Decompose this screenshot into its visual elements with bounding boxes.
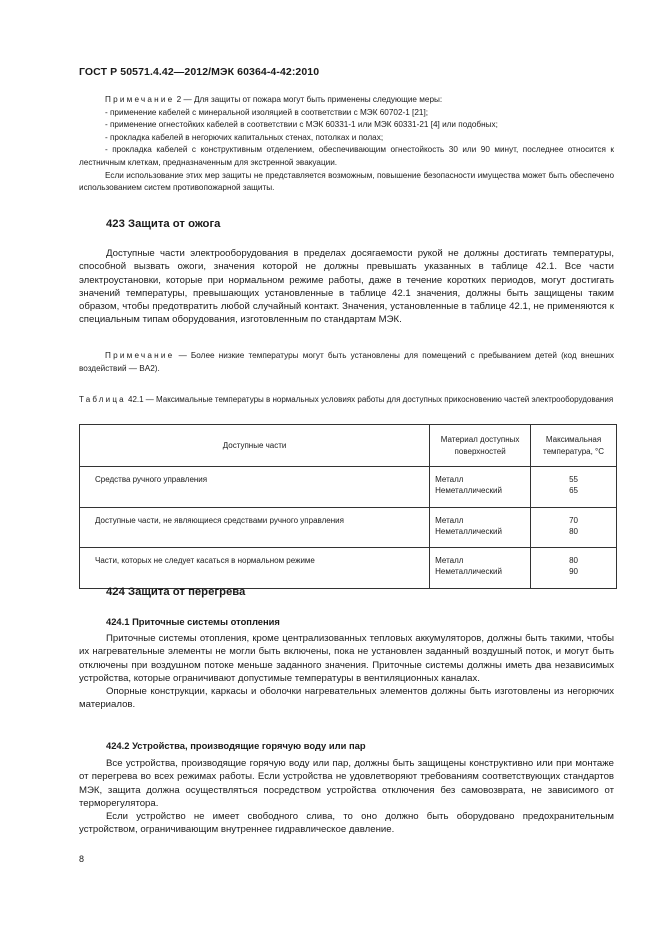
note-item: - прокладка кабелей с конструктивным отделением, обеспечивающим огнестойкость 30 или 90 минут, последнее относится к лестничным клеткам, предназначенным для экстренной эвакуации. [79,145,614,167]
temp-nonmetal: 90 [569,567,578,577]
section-424-title: 424 Защита от перегрева [106,586,246,598]
material-nonmetal: Неметаллический [435,567,502,577]
table-header-cell: Доступные части [80,425,430,467]
material-nonmetal: Неметаллический [435,486,502,496]
note-item: - применение огнестойких кабелей в соответствии с МЭК 60331-1 или МЭК 60331-21 [4] или подобных; [105,120,498,130]
table-row [80,548,617,589]
table-cell-part: Средства ручного управления [80,467,430,508]
material-nonmetal: Неметаллический [435,526,502,536]
temp-metal: 55 [569,475,578,484]
note-item: - применение кабелей с минеральной изоляцией в соответствии с МЭК 60702-1 [21]; [105,107,428,117]
note-tail: Если использование этих мер защиты не представляется возможным, повышение безопасности имущества может быть обеспечено использованием систем противопожарной защиты. [79,170,614,193]
table-cell-material [430,467,531,508]
paragraph: Доступные части электрооборудования в пределах досягаемости рукой не должны достигать температуры, способной вызвать ожоги, значения которой не должны превышать указанных в таблице 42.1. Все части электроустановки, которые при нормальном режиме работы, даже в течение коротких периодов, могут достигать значений температуры, превышающих установленные в таблице 42.1 значения, должны быть защищены таким образом, чтобы предотвратить любой случайный контакт. Значения, установленные в таблице 42.1, не применяются к специальным типам оборудования, изготовленным по стандартам МЭК. [79,248,614,326]
subsection-424-2-text [79,757,614,837]
table-caption-text: 42.1 — Максимальные температуры в нормальных условиях работы для доступных прикосновению частей электрооборудования [125,395,614,404]
paragraph: Приточные системы отопления, кроме централизованных тепловых аккумуляторов, должны быть такими, чтобы их нагревательные элементы не могли быть включены, пока не установлен заданный воздушный поток, и могут быть отключены при воздушном потоке меньше заданного значения. Приточные системы должны иметь два независимых устройства, которые ограничивают допустимые температуры в вентиляционных каналах. [79,633,614,684]
table-header-row [80,425,617,467]
section-423-title: 423 Защита от ожога [106,218,221,230]
subsection-424-1-title: 424.1 Приточные системы отопления [106,616,280,627]
temp-metal: 70 [569,515,578,525]
note-intro-text: 2 — Для защиты от пожара могут быть применены следующие меры: [174,95,443,104]
paragraph: Все устройства, производящие горячую воду или пар, должны быть защищены конструктивно или при монтаже от перегрева во всех режимах работы. Если устройства не удовлетворяют требованиям соответствующих стандартов МЭК, защита должна осуществляться посредством устройства отключения без самовозврата, не зависимого от терморегулятора. [79,758,614,809]
table-cell-material [430,507,531,548]
standard-header: ГОСТ Р 50571.4.42—2012/МЭК 60364-4-42:2010 [79,66,320,78]
table-header-cell: Максимальная температура, °C [531,425,617,467]
material-metal: Металл [435,475,464,484]
table-row [80,507,617,548]
note-label: Примечание [105,351,175,360]
table-cell-part: Доступные части, не являющиеся средствами ручного управления [80,507,430,548]
table-cell-part: Части, которых не следует касаться в нормальном режиме [80,548,430,589]
section-423-text [79,247,614,327]
subsection-424-2-title: 424.2 Устройства, производящие горячую воду или пар [106,740,366,751]
page-number: 8 [79,854,85,864]
temp-metal: 80 [569,556,578,566]
temperature-table [79,424,617,589]
temp-nonmetal: 80 [569,526,578,536]
note-item: - прокладка кабелей в негорючих капитальных стенах, потолках и полах; [105,132,384,142]
table-header-cell: Материал доступных поверхностей [430,425,531,467]
note-label: Примечание [105,95,175,104]
material-metal: Металл [435,515,464,525]
paragraph: Если устройство не имеет свободного слива, то оно должно быть оборудовано предохранительным устройством, ограничивающим внутреннее гидравлическое давление. [79,811,614,836]
table-cell-temp [531,548,617,589]
table-caption-label: Таблица [79,395,126,404]
paragraph: Опорные конструкции, каркасы и оболочки нагревательных элементов должны быть изготовлены из негорючих материалов. [79,686,614,711]
subsection-424-1-text [79,632,614,712]
table-cell-temp [531,467,617,508]
table-cell-material [430,548,531,589]
section-423-note [79,350,614,375]
fire-protection-note [79,94,614,195]
note-text: — Более низкие температуры могут быть установлены для помещений с пребыванием детей (код внешних воздействий — BA2). [79,351,614,373]
material-metal: Металл [435,556,464,566]
table-cell-temp [531,507,617,548]
table-row [80,467,617,508]
note-intro [79,94,614,107]
temp-nonmetal: 65 [569,486,578,496]
table-caption [79,394,614,405]
